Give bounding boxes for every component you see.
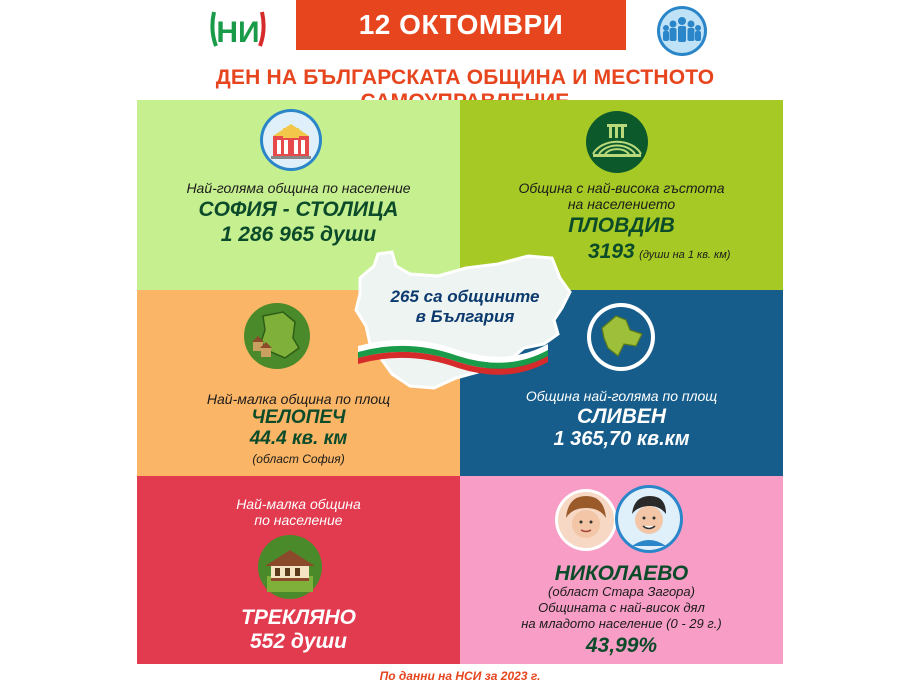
source-note: По данни на НСИ за 2023 г.: [379, 669, 541, 683]
area-value: 44.4 кв. км: [249, 428, 348, 449]
woman-portrait-icon: [554, 488, 618, 557]
density-value: 3193: [588, 240, 635, 263]
density-row: [588, 240, 788, 264]
map-caption-line2: в България: [415, 307, 515, 326]
panel-label: Община най-голяма по площ: [525, 388, 718, 404]
panel-label-line1: Най-малка община: [236, 496, 361, 512]
panel-label-line2: по население: [254, 512, 343, 528]
population-value: 552 души: [249, 630, 348, 653]
region-note: (област Стара Загора): [548, 584, 695, 599]
amphitheatre-icon: [585, 110, 649, 179]
logo-text: НИ: [216, 16, 260, 49]
municipality-map-icon: [243, 302, 311, 375]
panel-label-line1: Община с най-висока гъстота: [518, 180, 725, 196]
nsi-logo: [208, 8, 268, 52]
share-value: 43,99%: [585, 634, 658, 657]
date-banner: 12 ОКТОМВРИ: [296, 0, 626, 50]
page-title: ДЕН НА БЪЛГАРСКАТА ОБЩИНА И МЕСТНОТО: [215, 66, 715, 89]
municipality-name: СЛИВЕН: [576, 405, 667, 428]
municipality-name: ТРЕКЛЯНО: [241, 606, 356, 629]
panel-label-line1: Общината с най-висок дял: [538, 600, 705, 615]
theatre-building-icon: [259, 108, 323, 177]
panel-smallest-population: [137, 476, 460, 664]
panel-label-line2: на младото население (0 - 29 г.): [521, 616, 722, 631]
panel-label: Най-малка община по площ: [206, 391, 391, 407]
map-caption: [374, 287, 556, 327]
panel-label: Най-голяма община по население: [186, 180, 411, 196]
municipality-name: НИКОЛАЕВО: [554, 562, 689, 585]
area-value: 1 365,70 кв.км: [553, 428, 690, 450]
panel-youngest-share: [460, 476, 783, 664]
people-group-icon: [656, 5, 708, 57]
man-portrait-icon: [614, 484, 684, 559]
municipality-name: ЧЕЛОПЕЧ: [251, 407, 346, 428]
panel-label-line2: на населението: [567, 196, 676, 212]
region-note: (област София): [252, 452, 345, 466]
density-unit: (души на 1 кв. км): [639, 249, 731, 261]
sliven-map-icon: [586, 302, 656, 377]
municipality-name: ПЛОВДИВ: [568, 214, 675, 237]
municipality-name: СОФИЯ - СТОЛИЦА: [198, 198, 399, 221]
population-value: 1 286 965 души: [220, 223, 377, 246]
map-caption-line1: 265 са общините: [390, 287, 540, 306]
house-icon: [257, 534, 323, 605]
